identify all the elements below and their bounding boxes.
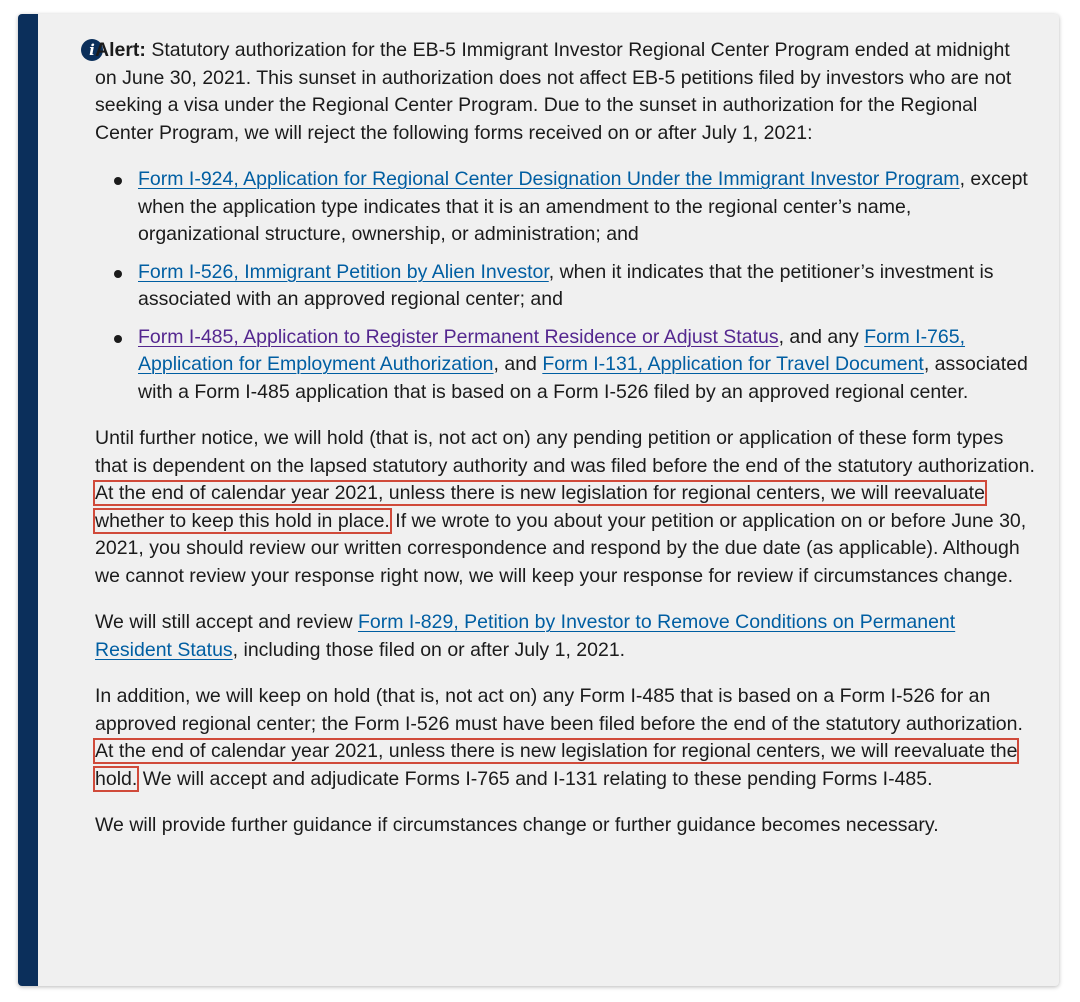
i485-hold-paragraph [95,683,1035,793]
highlighted-text: At the end of calendar year 2021, unless there is new legislation for regional centers, we will reevaluate whether to keep this hold in place. [95,482,985,532]
highlighted-text: At the end of calendar year 2021, unless there is new legislation for regional centers, we will reevaluate the hold. [95,740,1018,790]
form-i131-link[interactable]: Form I-131, Application for Travel Document [542,353,924,375]
hold-text: If we wrote to you about your petition or application on or before June 30, 2021, you should review our written correspondence and respond by the due date (as applicable). Although we cannot review your response right now, we will keep your response for review if circumstances change. [95,509,1027,587]
list-item [138,166,1035,249]
bullet-icon [114,177,122,185]
list-item-text: , and any [778,325,865,348]
alert-label: Alert: [95,39,146,61]
form-i526-link[interactable]: Form I-526, Immigrant Petition by Alien Investor [138,260,549,283]
i485-text: In addition, we will keep on hold (that is, not act on) any Form I-485 that is based on a Form I-526 for an approved regional center; the Form I-526 must have been filed before the end of the statutory authorization. [95,685,1023,735]
list-item-text: , associated with a Form I-485 application that is based on a Form I-526 filed by an approved regional center. [138,353,1028,403]
i829-paragraph [95,609,1035,664]
bullet-icon [114,335,122,343]
bullet-icon [114,270,122,278]
rejected-forms-list [95,166,1035,406]
alert-body [95,37,1035,859]
form-i485-link[interactable]: Form I-485, Application to Register Permanent Residence or Adjust Status [138,325,779,348]
list-item-text: , except when the application type indicates that it is an amendment to the regional center’s name, organizational structure, ownership, or administration; and [138,168,1028,245]
alert-card [18,14,1059,986]
guidance-paragraph: We will provide further guidance if circumstances change or further guidance becomes necessary. [95,814,939,836]
list-item [138,324,1035,407]
form-i765-link[interactable]: Form I-765, Application for Employment Authorization [138,325,966,375]
info-icon: i [81,39,103,61]
i485-text: We will accept and adjudicate Forms I-765 and I-131 relating to these pending Forms I-485. [137,767,933,790]
i829-text: We will still accept and review [95,611,358,633]
list-item-text: , and [493,353,543,375]
hold-paragraph [95,425,1035,590]
hold-text: Until further notice, we will hold (that is, not act on) any pending petition or application of these form types that is dependent on the lapsed statutory authority and was filed before the end of the statutory authorization. [95,427,1035,477]
alert-intro [95,37,1035,147]
list-item [138,259,1035,314]
list-item-text: , when it indicates that the petitioner’s investment is associated with an approved regional center; and [138,260,994,310]
form-i829-link[interactable]: Form I-829, Petition by Investor to Remove Conditions on Permanent Resident Status [95,611,956,661]
alert-intro-text: Statutory authorization for the EB-5 Immigrant Investor Regional Center Program ended at midnight on June 30, 2021. This sunset in authorization does not affect EB-5 petitions filed by investors who are not seeking a visa under the Regional Center Program. Due to the sunset in authorization for the Regional Center Program, we will reject the following forms received on or after July 1, 2021: [95,39,1012,144]
form-i924-link[interactable]: Form I-924, Application for Regional Center Designation Under the Immigrant Investor Program [138,168,960,190]
i829-text: , including those filed on or after July 1, 2021. [232,638,626,661]
alert-accent-bar [18,14,38,986]
